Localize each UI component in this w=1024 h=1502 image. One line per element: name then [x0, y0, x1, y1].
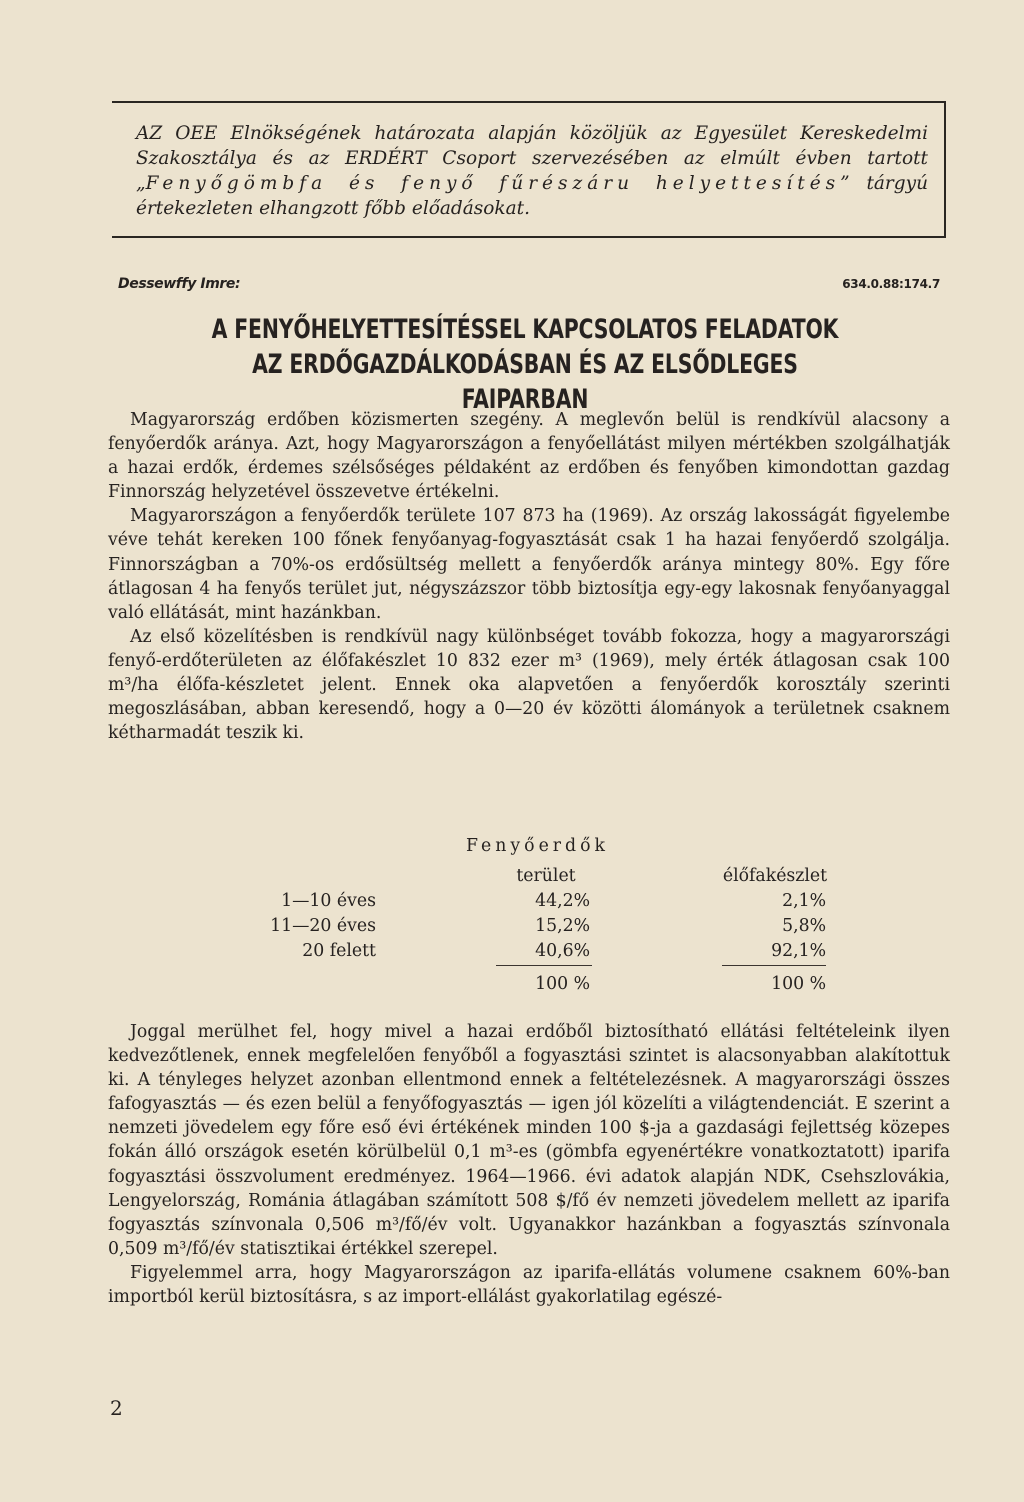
page-number: 2 [110, 1396, 123, 1420]
total-stock: 100 % [771, 974, 826, 994]
column-header-stock: élőfakészlet [722, 866, 828, 886]
editorial-notice-box [112, 101, 946, 238]
paragraph: Joggal merülhet fel, hogy mivel a hazai erdőből biztosítható ellátási feltételeink ilyen kedvezőtlenek, ennek megfelelően fenyőből a fogyasztási szintet is alacsonyabban alakítottuk ki. A tényleges helyzet azonban ellentmond ennek a feltételezésnek. A magyarországi összes fafogyasztás — és ezen belül a fenyőfogyasztás — igen jól közelíti a világtendenciát. E szerint a nemzeti jövedelem egy főre eső évi értékének minden 100 $-ja a gazdasági fejlettség közepes fokán álló országok esetén körülbelül 0,1 m³-es (gömbfa egyenértékre vonatkoztatott) iparifa fogyasztási összvolument eredményez. 1964—1966. évi adatok alapján NDK, Csehszlovákia, Lengyelország, Románia átlagában számított 508 $/fő év nemzeti jövedelem mellett az iparifa fogyasztás színvonala 0,506 m³/fő/év volt. Ugyanakkor hazánkban a fogyasztás színvonala 0,509 m³/fő/év statisztikai értékkel szerepel. [108, 1022, 950, 1259]
title-line-1: A FENYŐHELYETTESÍTÉSSEL KAPCSOLATOS FELADATOK [211, 314, 839, 345]
notice-emphasized-title: Fenyőgömbfa és fenyő fűrészáru helyettesítés [145, 173, 841, 194]
cell-stock: 5,8% [782, 916, 826, 936]
article-body-bottom [108, 1020, 950, 1309]
article-title [205, 312, 844, 417]
column-header-area: terület [516, 866, 576, 886]
editorial-notice-text [136, 121, 928, 221]
notice-text-part: ” tárgyú értekezleten elhangzott főbb előadásokat. [136, 173, 928, 219]
notice-text-part: AZ OEE Elnökségének határozata alapján közöljük az Egyesület Kereskedelmi Szakosztálya és az ERDÉRT Csoport szervezésében az elmúlt évben tartott „ [136, 123, 928, 194]
paragraph: Figyelemmel arra, hogy Magyarországon az iparifa-ellátás volumene csaknem 60%-ban importból kerül biztosításra, s az import-ellálást gyakorlatilag egészé- [108, 1262, 950, 1308]
table-heading: Fenyőerdők [466, 836, 609, 856]
total-rule-stock [722, 965, 826, 966]
paragraph: Magyarország erdőben közismerten szegény. A meglevőn belül is rendkívül alacsony a fenyőerdők aránya. Azt, hogy Magyarországon a fenyőellátást milyen mértékben szolgálhatják a hazai erdők, érdemes szélsőséges példaként az erdőben és fenyőben kimondottan gazdag Finnország helyzetével összevetve értékelni. [108, 410, 950, 503]
paragraph: Magyarországon a fenyőerdők területe 107 873 ha (1969). Az ország lakosságát figyelembe véve tehát kereken 100 főnek fenyőanyag-fogyasztását csak 1 ha hazai fenyőerdő szolgálja. Finnországban a 70%-os erdősültség mellett a fenyőerdők aránya mintegy 80%. Egy főre átlagosan 4 ha fenyős terület jut, négyszázszor több biztosítja egy-egy lakosnak fenyőanyaggal való ellátását, mint hazánkban. [108, 506, 950, 623]
total-rule-area [496, 965, 592, 966]
row-label: 11—20 éves [270, 916, 376, 936]
title-line-2: AZ ERDŐGAZDÁLKODÁSBAN ÉS AZ ELSŐDLEGES FAIPARBAN [252, 349, 798, 415]
author-name: Dessewffy Imre: [118, 276, 241, 292]
cell-area: 44,2% [535, 891, 590, 911]
total-area: 100 % [535, 974, 590, 994]
cell-stock: 92,1% [771, 941, 826, 961]
cell-stock: 2,1% [782, 891, 826, 911]
cell-area: 15,2% [535, 916, 590, 936]
row-label: 20 felett [302, 941, 376, 961]
udc-classification: 634.0.88:174.7 [842, 277, 940, 291]
paragraph: Az első közelítésben is rendkívül nagy különbséget tovább fokozza, hogy a magyarországi fenyő-erdőterületen az élőfakészlet 10 832 ezer m³ (1969), mely érték átlagosan csak 100 m³/ha élőfa-készletet jelent. Ennek oka alapvetően a fenyőerdők korosztály szerinti megoszlásában, abban keresendő, hogy a 0—20 év közötti álományok a területnek csaknem kétharmadát teszik ki. [108, 626, 950, 744]
cell-area: 40,6% [535, 941, 590, 961]
article-body-top [108, 408, 950, 745]
row-label: 1—10 éves [281, 891, 376, 911]
